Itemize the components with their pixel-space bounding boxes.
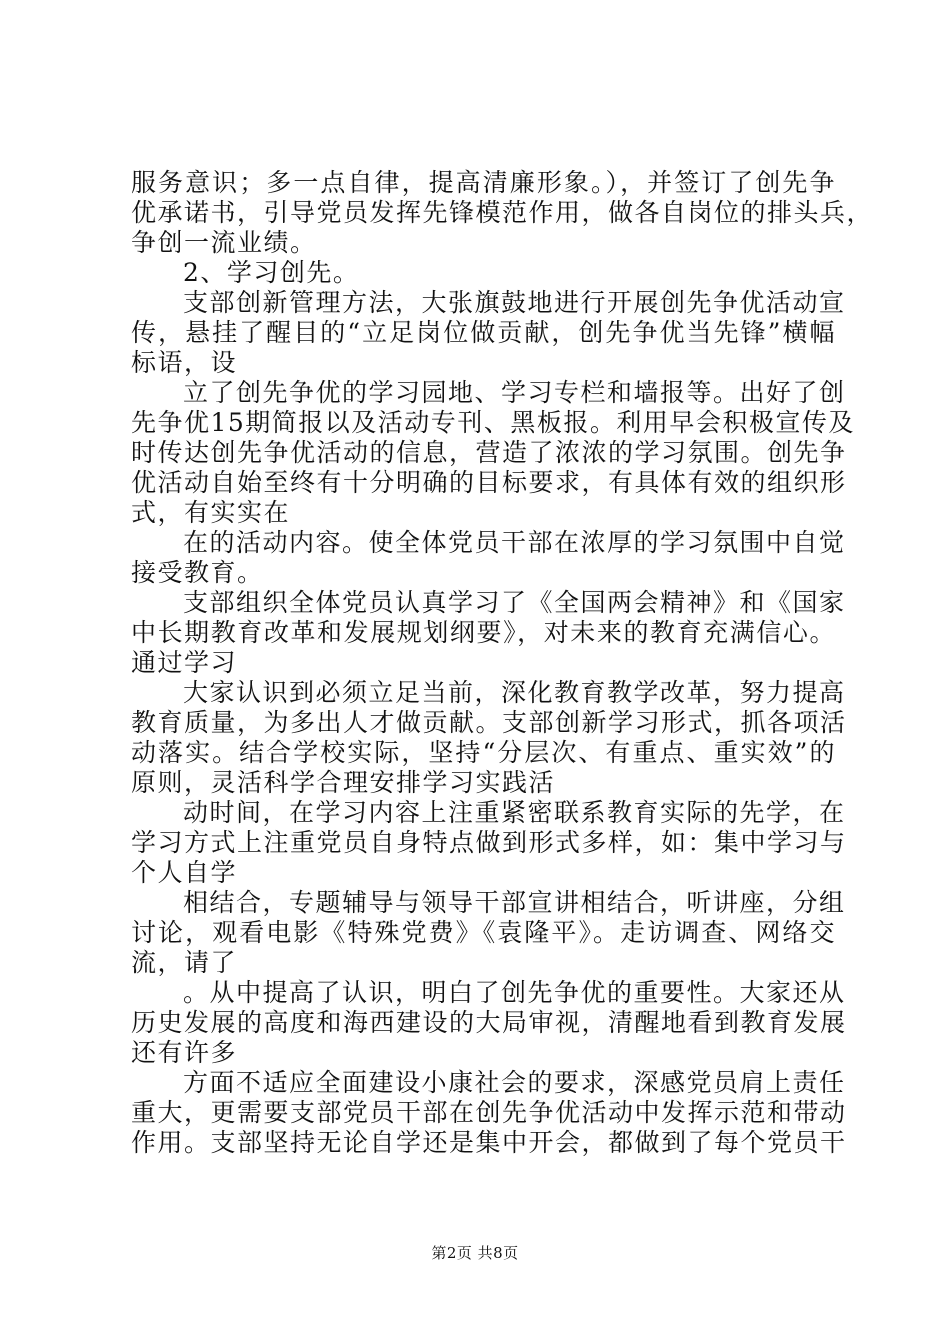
body-text-line: 讨论，观看电影《特殊党费》《袁隆平》。走访调查、网络交 — [131, 918, 836, 947]
body-text-line: 个人自学 — [131, 858, 238, 887]
body-text-line: 接受教育。 — [131, 558, 264, 587]
paragraph-first-line: 大家认识到必须立足当前，深化教育教学改革，努力提高 — [183, 678, 846, 707]
body-text-line: 动落实。结合学校实际，坚持“分层次、有重点、重实效”的 — [131, 738, 836, 767]
body-text-line: 流，请了 — [131, 948, 238, 977]
paragraph-first-line: 2、学习创先。 — [183, 258, 360, 287]
body-text-line: 优活动自始至终有十分明确的目标要求，有具体有效的组织形 — [131, 468, 847, 497]
document-body — [131, 168, 874, 1158]
paragraph-first-line: 动时间，在学习内容上注重紧密联系教育实际的先学，在 — [183, 798, 846, 827]
paragraph-first-line: 支部组织全体党员认真学习了《全国两会精神》和《国家 — [183, 588, 846, 617]
body-text-line: 教育质量，为多出人才做贡献。支部创新学习形式，抓各项活 — [131, 708, 847, 737]
body-text-line: 原则，灵活科学合理安排学习实践活 — [131, 768, 556, 797]
paragraph-first-line: 方面不适应全面建设小康社会的要求，深感党员肩上责任 — [183, 1068, 846, 1097]
body-text-line: 服务意识；多一点自律，提高清廉形象。），并签订了创先争 — [131, 168, 836, 197]
paragraph-first-line: 支部创新管理方法，大张旗鼓地进行开展创先争优活动宣 — [183, 288, 846, 317]
body-text-line: 历史发展的高度和海西建设的大局审视，清醒地看到教育发展 — [131, 1008, 847, 1037]
body-text-line: 标语，设 — [131, 348, 238, 377]
body-text-line: 优承诺书，引导党员发挥先锋模范作用，做各自岗位的排头兵， — [131, 198, 874, 227]
body-text-line: 争创一流业绩。 — [131, 228, 317, 257]
paragraph-first-line: 立了创先争优的学习园地、学习专栏和墙报等。出好了创 — [183, 378, 846, 407]
paragraph-first-line: 。从中提高了认识，明白了创先争优的重要性。大家还从 — [183, 978, 846, 1007]
paragraph-first-line: 在的活动内容。使全体党员干部在浓厚的学习氛围中自觉 — [183, 528, 846, 557]
body-text-line: 中长期教育改革和发展规划纲要》，对未来的教育充满信心。 — [131, 618, 836, 647]
paragraph-first-line: 相结合，专题辅导与领导干部宣讲相结合，听讲座，分组 — [183, 888, 846, 917]
page-number-footer: 第2页 共8页 — [431, 1244, 519, 1262]
body-text-line: 通过学习 — [131, 648, 238, 677]
body-text-line: 传，悬挂了醒目的“立足岗位做贡献，创先争优当先锋”横幅 — [131, 318, 836, 347]
body-text-line: 作用。支部坚持无论自学还是集中开会，都做到了每个党员干 — [131, 1128, 847, 1157]
body-text-line: 还有许多 — [131, 1038, 238, 1067]
body-text-line: 重大，更需要支部党员干部在创先争优活动中发挥示范和带动 — [131, 1098, 847, 1127]
body-text-line: 式，有实实在 — [131, 498, 291, 527]
body-text-line: 学习方式上注重党员自身特点做到形式多样，如：集中学习与 — [131, 828, 847, 857]
body-text-line: 时传达创先争优活动的信息，营造了浓浓的学习氛围。创先争 — [131, 438, 847, 467]
body-text-line: 先争优15期简报以及活动专刊、黑板报。利用早会积极宣传及 — [131, 408, 855, 437]
